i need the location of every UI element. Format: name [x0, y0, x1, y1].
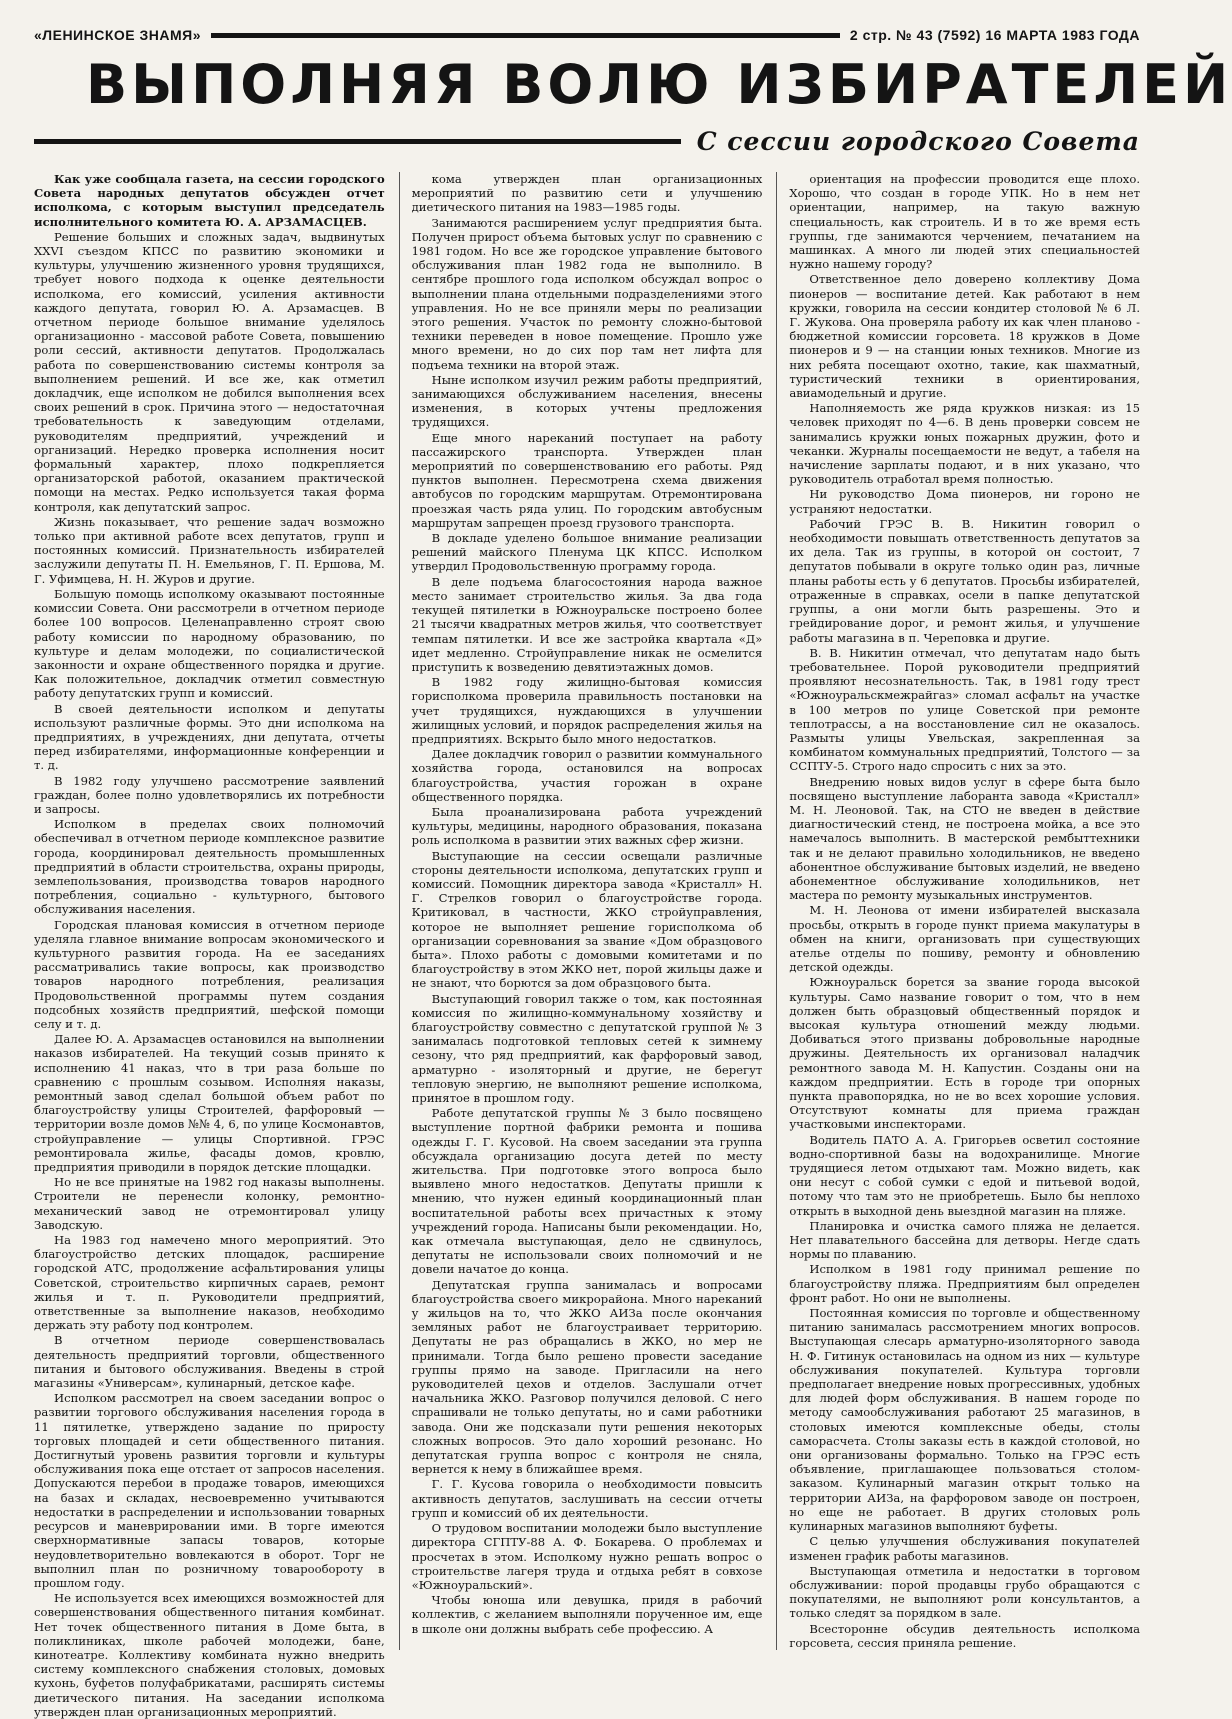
article-paragraph: В докладе уделено большое внимание реализации решений майского Пленума ЦК КПСС. Исполком утвердил Продовольственную программу города. [411, 531, 763, 574]
article-paragraph: Г. Г. Кусова говорила о необходимости повысить активность депутатов, заслушивать на сессии отчеты групп и комиссий об их деятельности. [411, 1477, 763, 1520]
article-paragraph: Еще много нареканий поступает на работу пассажирского транспорта. Утвержден план мероприятий по совершенствованию его работы. Ряд пунктов выполнен. Пересмотрена схема движения автобусов по городским маршрутам. Отремонтирована проезжая часть ряда улиц. По городским автобусным маршрутам запрещен проезд грузового транспорта. [411, 430, 763, 530]
subhead-rule [34, 139, 681, 144]
article-paragraph: О трудовом воспитании молодежи было выступление директора СГПТУ-88 А. Ф. Бокарева. О проблемах и просчетах в этом. Исполкому нужно решать вопрос о строительстве лагеря труда и отдыха ребят в совхозе «Южноуральский». [411, 1521, 763, 1592]
article-paragraph: Большую помощь исполкому оказывают постоянные комиссии Совета. Они рассмотрели в отчетном периоде более 100 вопросов. Целенаправленно строят свою работу комиссии по народному образованию, по культуре и делам молодежи, по социалистической законности и охране общественного порядка и другие. Как положительное, докладчик отметил совместную работу депутатских групп и комиссий. [34, 586, 385, 701]
article-paragraph: Выступающий говорил также о том, как постоянная комиссия по жилищно-коммунальному хозяйству и благоустройству совместно с депутатской группой № 3 занималась подготовкой тепловых сетей к зимнему сезону, что ряд предприятий, как фарфоровый завод, арматурно - изоляторный и другие, не берегут тепловую энергию, не выполняют решение исполкома, принятое в прошлом году. [411, 991, 763, 1105]
article-paragraph: Выступающие на сессии освещали различные стороны деятельности исполкома, депутатских групп и комиссий. Помощник директора завода «Кристалл» Н. Г. Стрелков говорил о благоустройстве города. Критиковал, в частности, ЖКО стройуправления, которое не выполняет решение горисполкома об организации соревнования за звание «Дом образцового быта». Плохо работы с домовыми комитетами и по благоустройству в этом ЖКО нет, порой жильцы даже и не знают, что борются за дом образцового быта. [411, 848, 763, 991]
issue-line: 2 стр. № 43 (7592) 16 МАРТА 1983 ГОДА [849, 27, 1140, 43]
article-paragraph: Исполком в пределах своих полномочий обеспечивал в отчетном периоде комплексное развитие города, координировал деятельность промышленных предприятий в области строительства, охраны природы, землепользования, производства товаров народного потребления, социально - культурного, бытового обслуживания населения. [34, 817, 385, 917]
article-paragraph: Далее докладчик говорил о развитии коммунального хозяйства города, остановился на вопросах благоустройства, участия горожан в охране общественного порядка. [411, 747, 763, 804]
article-paragraph: Депутатская группа занималась и вопросами благоустройства своего микрорайона. Много нареканий у жильцов на то, что ЖКО АИЗа после окончания земляных работ не благоустраивает территорию. Депутаты не раз обращались в ЖКО, но мер не принимали. Тогда было решено провести заседание группы прямо на заводе. Пригласили на него руководителей цехов и отделов. Заслушали отчет начальника ЖКО. Разговор получился деловой. С него спрашивали не только депутаты, но и сами работники завода. Они же подсказали пути решения некоторых сложных вопросов. Это дало хороший резонанс. Но депутатская группа вопрос с контроля не сняла, вернется к нему в ближайшее время. [411, 1277, 763, 1477]
article-paragraph: Не используется всех имеющихся возможностей для совершенствования общественного питания комбинат. Нет точек общественного питания в Доме быта, в поликлиниках, школе рабочей молодежи, бане, кинотеатре. Коллективу комбината нужно внедрить систему комплексного снабжения столовых, домовых кухонь, буфетов полуфабрикатами, расширять системы диетического питания. На заседании исполкома утвержден план организационных мероприятий. [34, 1591, 385, 1719]
article-paragraph: Как уже сообщала газета, на сессии городского Совета народных депутатов обсужден отчет исполкома, с которым выступил председатель исполнительного комитета Ю. А. АРЗАМАСЦЕВ. [34, 172, 385, 229]
article-paragraph: Жизнь показывает, что решение задач возможно только при активной работе всех депутатов, групп и постоянных комиссий. Признательность избирателей заслужили депутаты П. Н. Емельянов, Г. П. Ершова, М. Г. Уфимцева, Н. Н. Журов и другие. [34, 514, 385, 586]
newspaper-name: «ЛЕНИНСКОЕ ЗНАМЯ» [34, 27, 202, 43]
article-paragraph: Исполком в 1981 году принимал решение по благоустройству пляжа. Предприятиям был определен фронт работ. Но они не выполнены. [789, 1262, 1141, 1305]
article-paragraph: С целью улучшения обслуживания покупателей изменен график работы магазинов. [789, 1534, 1141, 1563]
article-paragraph: В 1982 году жилищно-бытовая комиссия горисполкома проверила правильность постановки на учет трудящихся, нуждающихся в улучшении жилищных условий, и порядок распределения жилья на предприятиях. Вскрыто было много недостатков. [411, 675, 763, 746]
article-paragraph: Внедрению новых видов услуг в сфере быта было посвящено выступление лаборанта завода «Кристалл» М. Н. Леоновой. Так, на СТО не введен в действие диагностический стенд, не построена мойка, а все это намечалось выполнить. В мастерской рембыттехники так и не делают правильно холодильников, не введено абонентное обслуживание бытовых изделий, не введено абонементное обслуживание холодильников, нет мастера по ремонту музыкальных инструментов. [789, 774, 1141, 903]
subhead-row [34, 120, 1140, 162]
article-paragraph: Рабочий ГРЭС В. В. Никитин говорил о необходимости повышать ответственность депутатов за их дела. Так из группы, в которой он состоит, 7 депутатов побывали в округе только один раз, личные планы работы есть у 6 депутатов. Просьбы избирателей, отраженные в справках, осели в папке депутатской группы, а они могли быть разрешены. Это и грейдирование дорог, и ремонт жилья, и улучшение работы магазина в п. Череповка и другие. [789, 516, 1141, 645]
article-paragraph: Всесторонне обсудив деятельность исполкома горсовета, сессия приняла решение. [789, 1621, 1141, 1650]
article-paragraph: Исполком рассмотрел на своем заседании вопрос о развитии торгового обслуживания населения города в 11 пятилетке, утверждено задание по приросту торговых площадей и сети общественного питания. Достигнутый уровень развития торговли и культуры обслуживания пока еще отстает от запросов населения. Допускаются перебои в продаже товаров, имеющихся на базах и складах, несвоевременно учитываются недостатки в распределении и использовании товарных ресурсов и маневрировании ими. В торге имеются сверхнормативные запасы товаров, которые неудовлетворительно вовлекаются в оборот. Торг не выполнил план по розничному товарообороту в прошлом году. [34, 1391, 385, 1590]
article-paragraph: Решение больших и сложных задач, выдвинутых XXVI съездом КПСС по развитию экономики и культуры, улучшению жизненного уровня трудящихся, требует нового подхода к оценке деятельности исполкома, его комиссий, усиления активности каждого депутата, говорил Ю. А. Арзамасцев. В отчетном периоде большое внимание уделялось организационно - массовой работе Совета, повышению роли сессий, активности депутатов. Продолжалась работа по совершенствованию системы контроля за выполнением решений. И все же, как отметил докладчик, еще исполком не добился выполнения всех своих решений в срок. Причина этого — недостаточная требовательность к заведующим отделами, руководителям предприятий, учреждений и организаций. Нередко проверка исполнения носит формальный характер, плохо подкрепляется организаторской работой, оказанием практической помощи на местах. Редко используется такая форма контроля, как депутатский запрос. [34, 229, 385, 514]
article-paragraph: Ныне исполком изучил режим работы предприятий, занимающихся обслуживанием населения, внесены изменения, в которых учтены предложения трудящихся. [411, 372, 763, 430]
article-paragraph: В своей деятельности исполком и депутаты используют различные формы. Это дни исполкома на предприятиях, в учреждениях, дни депутата, отчеты перед избирателями, информационные конференции и т. д. [34, 701, 385, 773]
article-paragraph: Выступающая отметила и недостатки в торговом обслуживании: порой продавцы грубо обращаются с покупателями, не выполняют роли консультантов, а только следят за порядком в зале. [789, 1563, 1141, 1621]
masthead-rule [211, 33, 840, 38]
article-paragraph: Ответственное дело доверено коллективу Дома пионеров — воспитание детей. Как работают в нем кружки, говорила на сессии кондитер столовой № 6 Л. Г. Жукова. Она проверяла работу их как член планово - бюджетной комиссии горсовета. 18 кружков в Доме пионеров и 9 — на станции юных техников. Многие из них ребята посещают охотно, такие, как шахматный, туристический техники в ориентирования, авиамодельный и другие. [789, 272, 1141, 401]
article-paragraph: В. В. Никитин отмечал, что депутатам надо быть требовательнее. Порой руководители предприятий проявляют несознательность. Так, в 1981 году трест «Южноуральскмежрайгаз» сломал асфальт на участке в 100 метров по улице Советской при ремонте теплотрассы, а на восстановление сил не оказалось. Размыты улицы Увельская, закрепленная за комбинатом коммунальных предприятий, Толстого — за ССПТУ-5. Строго надо спросить с них за это. [789, 645, 1141, 774]
article-paragraph: Работе депутатской группы № 3 было посвящено выступление портной фабрики ремонта и пошива одежды Г. Г. Кусовой. На своем заседании эта группа обсуждала организацию досуга детей по месту жительства. При подготовке этого вопроса было выявлено много недостатков. Депутаты пришли к мнению, что нужен единый координационный план воспитательной работы всех причастных к этому учреждений города. Написаны были рекомендации. Но, как отмечала выступающая, дело не сдвинулось, депутаты не использовали своих полномочий и не довели начатое до конца. [411, 1106, 763, 1277]
article-paragraph: Городская плановая комиссия в отчетном периоде уделяла главное внимание вопросам экономического и культурного развития города. На ее заседаниях рассматривались такие вопросы, как производство товаров народного потребления, реализация Продовольственной программы путем создания подсобных хозяйств предприятий, шефской помощи селу и т. д. [34, 917, 385, 1031]
article-paragraph: В деле подъема благосостояния народа важное место занимает строительство жилья. За два года текущей пятилетки в Южноуральске построено более 21 тысячи квадратных метров жилья, что соответствует темпам пятилетки. И все же застройка квартала «Д» идет медленно. Стройуправление никак не осмелится приступить к возведению девятиэтажных домов. [411, 574, 763, 674]
article-paragraph: Постоянная комиссия по торговле и общественному питанию занималась рассмотрением многих вопросов. Выступающая слесарь арматурно-изоляторного завода Н. Ф. Гитинук остановилась на одном из них — культуре обслуживания покупателей. Культура торговли предполагает внедрение новых прогрессивных, удобных для людей форм обслуживания. В нашем городе по методу самообслуживания работают 25 магазинов, в столовых имеются комплексные обеды, столы саморасчета. Столы заказы есть в каждой столовой, но они организованы формально. Только на ГРЭС есть объявление, приглашающее пользоваться столом-заказом. Кулинарный магазин открыт только на территории АИЗа, на фарфоровом заводе он построен, но еще не работает. В других столовых роль кулинарных магазинов выполняют буфеты. [789, 1306, 1141, 1534]
article-paragraph: Чтобы юноша или девушка, придя в рабочий коллектив, с желанием выполняли порученное им, еще в школе они должны выбрать себе профессию. А [411, 1593, 763, 1636]
article-paragraph: Далее Ю. А. Арзамасцев остановился на выполнении наказов избирателей. На текущий созыв принято к исполнению 41 наказ, что в три раза больше по сравнению с прошлым созывом. Исполняя наказы, ремонтный завод сделал большой объем работ по благоустройству улицы Строителей, фарфоровый — территории возле домов №№ 4, 6, по улице Космонавтов, стройуправление — улицы Спортивной. ГРЭС ремонтировала жилье, фасады домов, кровлю, предприятия приводили в порядок детские площадки. [34, 1032, 385, 1175]
column-1 [34, 172, 385, 1719]
article-subheadline: С сессии городского Совета [696, 126, 1140, 156]
article-paragraph: В 1982 году улучшено рассмотрение заявлений граждан, более полно удовлетворялись их потребности и запросы. [34, 773, 385, 816]
article-paragraph: кома утвержден план организационных мероприятий по развитию сети и улучшению диетического питания на 1983—1985 годы. [411, 172, 763, 215]
article-paragraph: На 1983 год намечено много мероприятий. Это благоустройство детских площадок, расширение городской АТС, продолжение асфальтирования улицы Советской, строительство кирпичных сараев, ремонт жилья и т. п. Руководители предприятий, ответственные за выполнение наказов, необходимо держать эту работу под контролем. [34, 1233, 385, 1333]
column-2 [399, 172, 763, 1650]
article-paragraph: Наполняемость же ряда кружков низкая: из 15 человек приходят по 4—6. В день проверки совсем не занимались кружки юных пожарных дружин, фото и чеканки. Журналы посещаемости не ведут, а табеля на начисление зарплаты подают, и в них указано, что руководитель отработал время полностью. [789, 401, 1141, 487]
article-paragraph: Южноуральск борется за звание города высокой культуры. Само название говорит о том, что в нем должен быть образцовый общественный порядок и высокая культура отношений между людьми. Добиваться этого призваны добровольные народные дружины. Деятельность их организовал наладчик ремонтного завода М. Н. Капустин. Созданы они на каждом предприятии. Есть в городе три опорных пункта правопорядка, но не во всех хорошие условия. Отсутствуют комнаты для приема граждан участковыми инспекторами. [789, 975, 1141, 1132]
article-headline: ВЫПОЛНЯЯ ВОЛЮ ИЗБИРАТЕЛЕЙ [86, 53, 1232, 116]
article-paragraph: В отчетном периоде совершенствовалась деятельность предприятий торговли, общественного питания и бытового обслуживания. Введены в строй магазины «Универсам», кулинарный, детское кафе. [34, 1333, 385, 1391]
article-paragraph: Ни руководство Дома пионеров, ни гороно не устраняют недостатки. [789, 487, 1141, 516]
article-paragraph: Но не все принятые на 1982 год наказы выполнены. Строители не перенесли колонку, ремонтно-механический завод не отремонтировал улицу Заводскую. [34, 1175, 385, 1232]
column-3 [776, 172, 1140, 1650]
article-paragraph: Была проанализирована работа учреждений культуры, медицины, народного образования, показана роль исполкома в развитии этих важных сфер жизни. [411, 804, 763, 848]
article-body [34, 172, 1141, 1719]
article-paragraph: М. Н. Леонова от имени избирателей высказала просьбы, открыть в городе пункт приема макулатуры в обмен на книги, организовать при существующих ателье отделы по пошиву, ремонту и обновлению детской одежды. [789, 903, 1141, 975]
masthead [34, 20, 1140, 50]
article-paragraph: Занимаются расширением услуг предприятия быта. Получен прирост объема бытовых услуг по сравнению с 1981 годом. Но все же городское управление бытового обслуживания план 1982 года не выполнило. В сентябре прошлого года исполком обсуждал вопрос о выполнении плана отдельными подразделениями этого управления. Но не все приняли меры по реализации этого решения. Участок по ремонту сложно-бытовой техники переведен в новое помещение. Прошло уже много времени, но до сих пор там нет лифта для подъема техники на второй этаж. [411, 215, 763, 372]
article-paragraph: Водитель ПАТО А. А. Григорьев осветил состояние водно-спортивной базы на водохранилище. Многие трудящиеся летом отдыхают там. Можно видеть, как они несут с собой сумки с едой и питьевой водой, потому что там это не приобретешь. Было бы неплохо открыть в выходной день выездной магазин на пляже. [789, 1132, 1141, 1218]
article-paragraph: ориентация на профессии проводится еще плохо. Хорошо, что создан в городе УПК. Но в нем нет ориентации, например, на такую важную специальность, как строитель. И в то же время есть группы, где занимаются черчением, печатанием на машинках. А много ли людей этих специальностей нужно нашему городу? [789, 172, 1141, 272]
article-paragraph: Планировка и очистка самого пляжа не делается. Нет плавательного бассейна для детворы. Негде сдать нормы по плаванию. [789, 1218, 1141, 1262]
